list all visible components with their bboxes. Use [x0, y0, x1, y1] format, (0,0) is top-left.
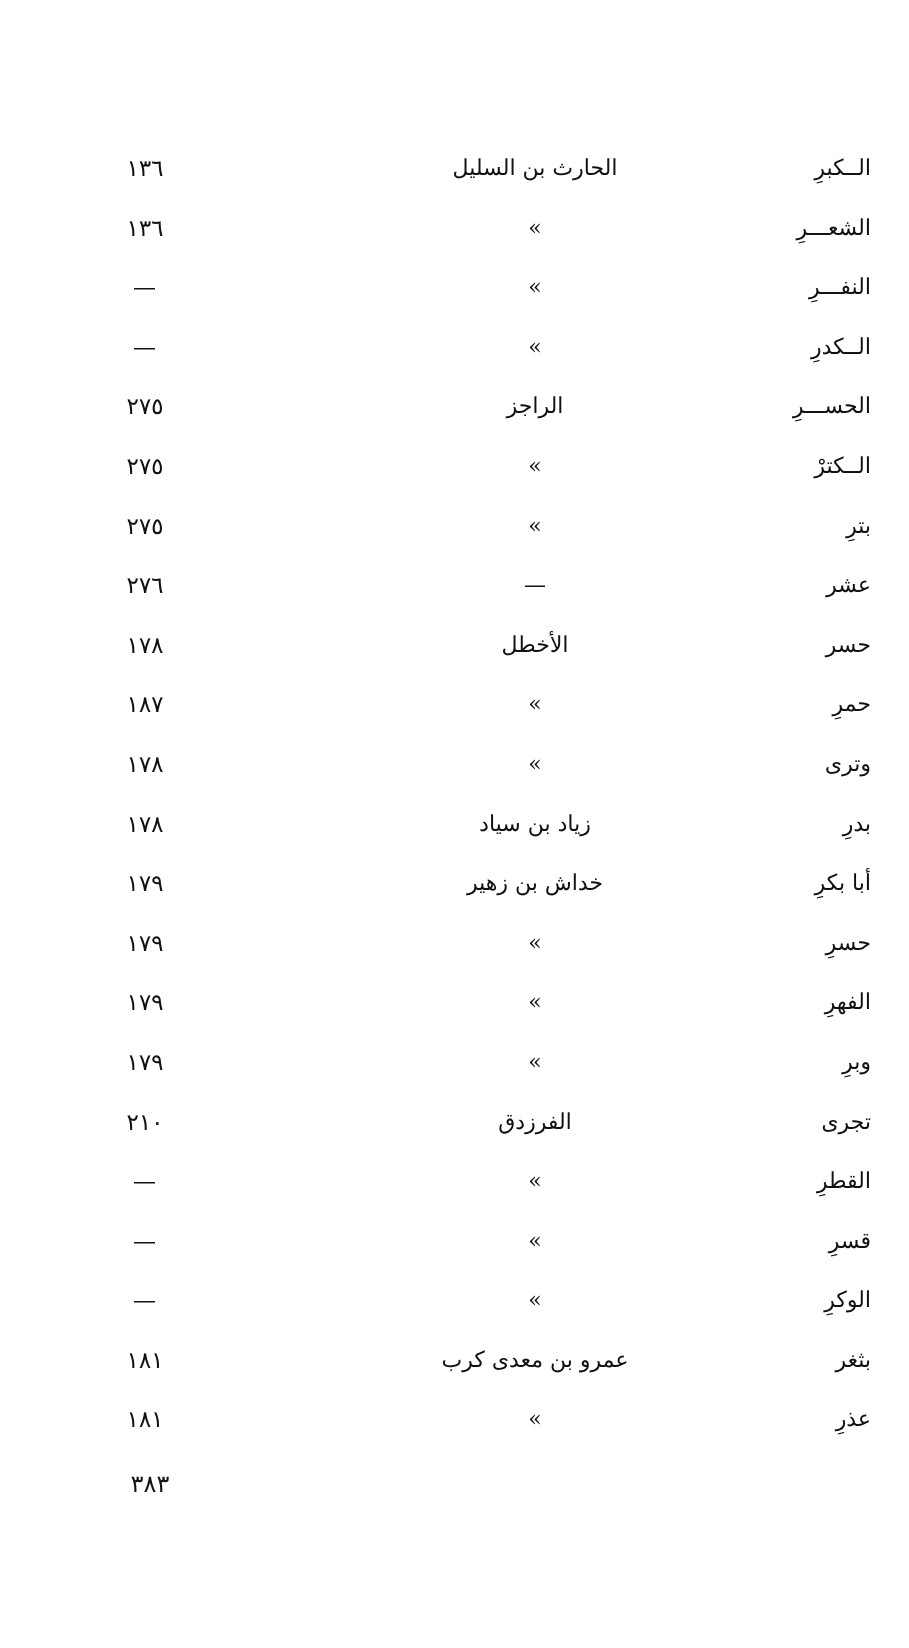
- page-reference: —: [133, 275, 157, 302]
- page-reference: —: [133, 1288, 157, 1315]
- poet-name: —: [524, 573, 546, 599]
- rhyme-word: الشعـــرِ: [796, 215, 871, 241]
- index-row: [0, 1103, 909, 1163]
- poet-name: »: [528, 751, 542, 777]
- rhyme-word: عشر: [826, 573, 871, 599]
- index-row: [0, 1400, 909, 1460]
- rhyme-word: الوكرِ: [824, 1288, 871, 1314]
- page-reference: ٢٧٥: [126, 394, 164, 421]
- poet-name: »: [528, 1228, 542, 1254]
- page-reference: ١٣٦: [126, 215, 164, 242]
- index-row: [0, 745, 909, 805]
- rhyme-word: الــكترْ: [814, 453, 871, 479]
- page-reference: ١٨٧: [126, 692, 164, 719]
- index-row: [0, 805, 909, 865]
- rhyme-word: حسر: [825, 632, 871, 658]
- rhyme-word: حمرِ: [832, 692, 871, 718]
- index-row: [0, 685, 909, 745]
- page-reference: ٢٧٦: [126, 573, 164, 600]
- page-reference: ٢٧٥: [126, 513, 164, 540]
- page-reference: —: [133, 334, 157, 361]
- page-number: ٣٨٣: [130, 1470, 170, 1498]
- index-row: [0, 1162, 909, 1222]
- rhyme-word: بدرِ: [842, 811, 871, 837]
- poet-name: خداش بن زهير: [467, 871, 603, 897]
- page-reference: ١٨١: [126, 1347, 164, 1374]
- index-row: [0, 983, 909, 1043]
- page-reference: ٢٧٥: [126, 453, 164, 480]
- poet-name: »: [528, 990, 542, 1016]
- rhyme-word: النفـــرِ: [808, 275, 871, 301]
- poet-name: »: [528, 215, 542, 241]
- poet-name: الفرزدق: [498, 1109, 572, 1135]
- index-row: [0, 1341, 909, 1401]
- index-row: [0, 1222, 909, 1282]
- rhyme-word: عذرِ: [835, 1407, 871, 1433]
- poet-name: »: [528, 1288, 542, 1314]
- page-reference: ١٧٨: [126, 632, 164, 659]
- poet-name: »: [528, 1407, 542, 1433]
- poet-name: »: [528, 453, 542, 479]
- rhyme-word: الحســـرِ: [792, 394, 871, 420]
- rhyme-word: بترِ: [846, 513, 871, 539]
- index-row: [0, 328, 909, 388]
- poet-name: »: [528, 275, 542, 301]
- index-row: [0, 507, 909, 567]
- poet-name: عمرو بن معدى كرب: [441, 1347, 629, 1373]
- rhyme-word: بثغر: [835, 1347, 871, 1373]
- page-reference: —: [133, 1169, 157, 1196]
- index-row: [0, 864, 909, 924]
- page-reference: ١٧٨: [126, 811, 164, 838]
- rhyme-word: القطرِ: [816, 1169, 871, 1195]
- page-reference: ٢١٠: [126, 1109, 164, 1136]
- rhyme-index-table: [0, 149, 909, 1460]
- rhyme-word: الفهرِ: [824, 990, 871, 1016]
- poet-name: الحارث بن السليل: [452, 156, 618, 181]
- poet-name: »: [528, 334, 542, 360]
- page-reference: ١٧٩: [126, 871, 164, 898]
- poet-name: »: [528, 513, 542, 539]
- page-reference: ١٣٦: [126, 156, 164, 182]
- index-row: [0, 924, 909, 984]
- page-reference: ١٧٩: [126, 1049, 164, 1076]
- rhyme-word: الــكبرِ: [814, 156, 871, 181]
- rhyme-word: الــكدرِ: [810, 334, 871, 360]
- poet-name: »: [528, 1049, 542, 1075]
- page-reference: ١٨١: [126, 1407, 164, 1434]
- poet-name: الراجز: [506, 394, 564, 420]
- page-reference: ١٧٩: [126, 990, 164, 1017]
- rhyme-word: أبا بكرِ: [814, 871, 871, 897]
- poet-name: »: [528, 930, 542, 956]
- page-reference: —: [133, 1228, 157, 1255]
- rhyme-word: حسرِ: [825, 930, 871, 956]
- page-reference: ١٧٩: [126, 930, 164, 957]
- index-row: [0, 447, 909, 507]
- poet-name: زياد بن سياد: [479, 811, 591, 837]
- poet-name: »: [528, 692, 542, 718]
- rhyme-word: وترى: [824, 751, 871, 777]
- index-row: [0, 566, 909, 626]
- index-row: [0, 387, 909, 447]
- index-row: [0, 149, 909, 209]
- poet-name: الأخطل: [501, 632, 569, 658]
- index-row: [0, 209, 909, 269]
- index-row: [0, 1281, 909, 1341]
- index-row: [0, 268, 909, 328]
- rhyme-word: وبرِ: [842, 1049, 871, 1075]
- index-row: [0, 626, 909, 686]
- index-row: [0, 1043, 909, 1103]
- rhyme-word: تجرى: [821, 1109, 871, 1135]
- rhyme-word: قسرِ: [828, 1228, 871, 1254]
- poet-name: »: [528, 1169, 542, 1195]
- page-reference: ١٧٨: [126, 751, 164, 778]
